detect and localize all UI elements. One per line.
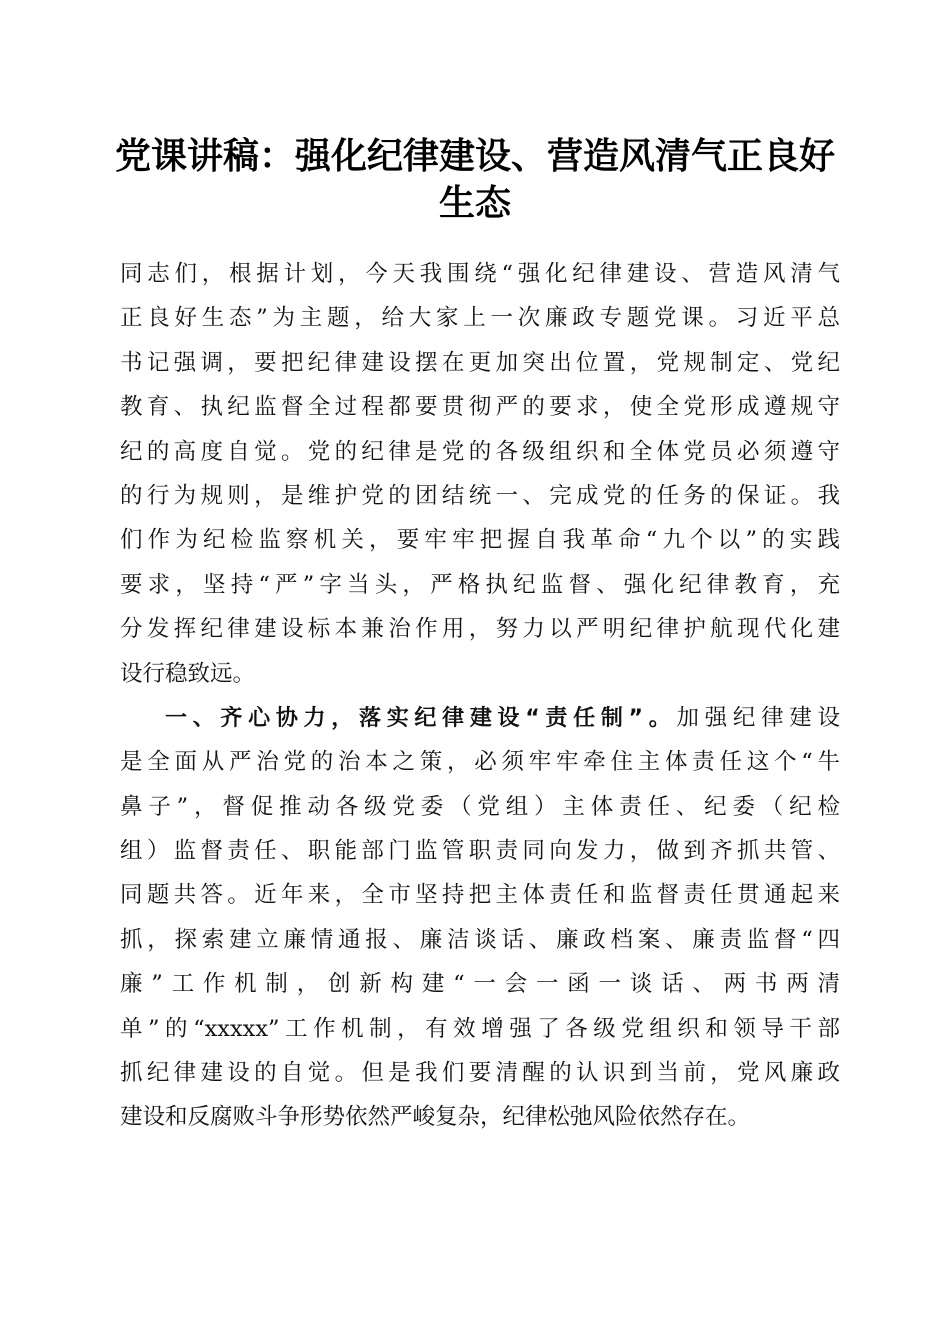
title-line-1: 党课讲稿：强化纪律建设、营造风清气正良好 bbox=[114, 136, 835, 177]
text-line: 抓，探索建立廉情通报、廉洁谈话、廉政档案、廉责监督“四 bbox=[120, 926, 840, 953]
section-first-line bbox=[120, 696, 840, 740]
text-line: 分发挥纪律建设标本兼治作用，努力以严明纪律护航现代化建 bbox=[120, 616, 840, 643]
text-line: 的行为规则，是维护党的团结统一、完成党的任务的保证。我 bbox=[120, 482, 840, 509]
section-heading: 一、齐心协力，落实纪律建设“责任制”。 bbox=[165, 705, 677, 731]
text-line: 组）监督责任、职能部门监管职责同向发力，做到齐抓共管、 bbox=[120, 838, 840, 865]
text-line: 们作为纪检监察机关，要牢牢把握自我革命“九个以”的实践 bbox=[120, 527, 840, 554]
text-line: 设行稳致远。 bbox=[120, 660, 256, 687]
document-title bbox=[110, 133, 840, 227]
text-line: 要求，坚持“严”字当头，严格执纪监督、强化纪律教育，充 bbox=[120, 571, 840, 598]
section-first-line-text: 加强纪律建设 bbox=[676, 704, 840, 731]
text-line: 鼻子”，督促推动各级党委（党组）主体责任、纪委（纪检 bbox=[120, 793, 840, 820]
paragraph-section-1 bbox=[120, 696, 840, 1140]
text-line: 同志们，根据计划，今天我围绕“强化纪律建设、营造风清气 bbox=[120, 261, 840, 287]
text-line: 书记强调，要把纪律建设摆在更加突出位置，党规制定、党纪 bbox=[120, 349, 840, 376]
title-line-2: 生态 bbox=[438, 183, 511, 224]
text-line: 廉”工作机制，创新构建“一会一函一谈话、两书两清 bbox=[120, 971, 840, 998]
text-line: 单”的“xxxxx”工作机制，有效增强了各级党组织和领导干部 bbox=[120, 1015, 840, 1042]
text-line: 正良好生态”为主题，给大家上一次廉政专题党课。习近平总 bbox=[120, 305, 840, 332]
document-body bbox=[120, 252, 840, 1140]
text-line: 纪的高度自觉。党的纪律是党的各级组织和全体党员必须遵守 bbox=[120, 438, 840, 465]
text-line: 建设和反腐败斗争形势依然严峻复杂，纪律松弛风险依然存在。 bbox=[120, 1104, 751, 1131]
text-line: 同题共答。近年来，全市坚持把主体责任和监督责任贯通起来 bbox=[120, 882, 840, 909]
text-line: 抓纪律建设的自觉。但是我们要清醒的认识到当前，党风廉政 bbox=[120, 1060, 840, 1087]
text-line: 是全面从严治党的治本之策，必须牢牢牵住主体责任这个“牛 bbox=[120, 749, 840, 776]
text-line: 教育、执纪监督全过程都要贯彻严的要求，使全党形成遵规守 bbox=[120, 394, 840, 421]
paragraph-intro bbox=[120, 252, 840, 696]
